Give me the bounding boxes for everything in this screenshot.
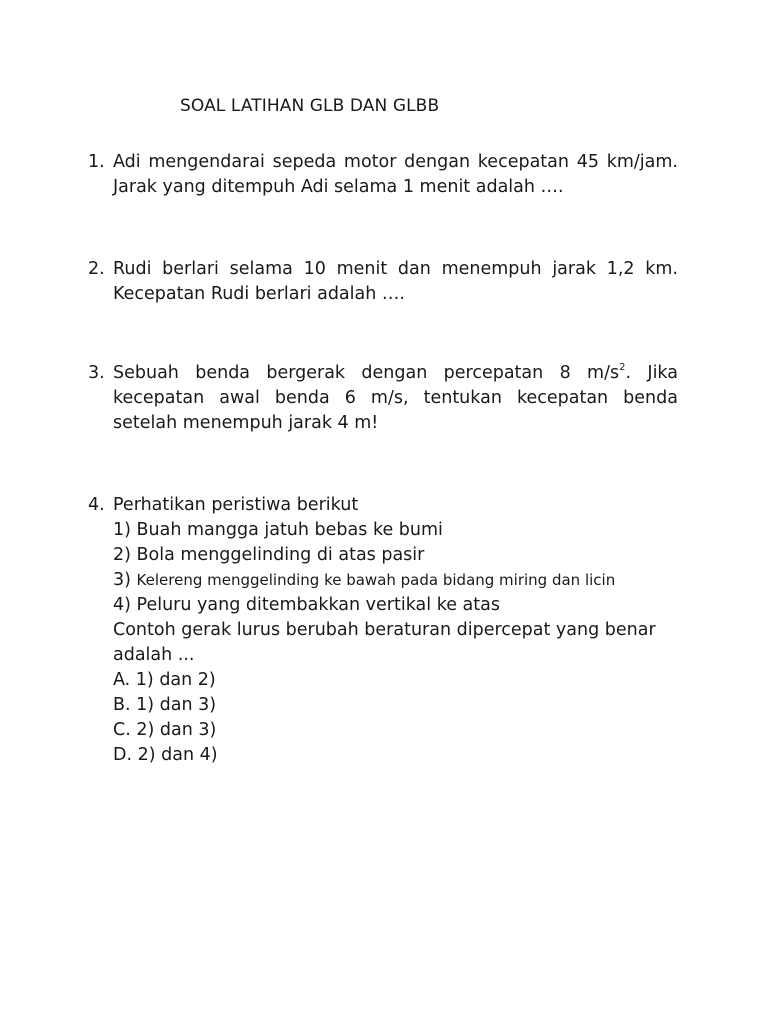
answer-option-b: B. 1) dan 3) bbox=[113, 695, 217, 715]
page-title: SOAL LATIHAN GLB DAN GLBB bbox=[180, 96, 440, 116]
question-text-line: kecepatan awal benda 6 m/s, tentukan kecepatan benda bbox=[113, 388, 678, 408]
question-3 bbox=[88, 361, 678, 436]
question-4 bbox=[88, 493, 678, 768]
question-text-line: Contoh gerak lurus berubah beraturan dipercepat yang benar bbox=[113, 620, 656, 640]
answer-option-a: A. 1) dan 2) bbox=[113, 670, 216, 690]
question-text-line: Jarak yang ditempuh Adi selama 1 menit adalah …. bbox=[113, 177, 564, 197]
superscript: 2 bbox=[619, 362, 626, 374]
event-item bbox=[113, 568, 678, 593]
event-item: 2) Bola menggelinding di atas pasir bbox=[113, 545, 425, 565]
question-text-part: Sebuah benda bergerak dengan percepatan 8 m/s bbox=[113, 363, 620, 383]
event-item: 4) Peluru yang ditembakkan vertikal ke atas bbox=[113, 595, 500, 615]
question-text-line: Kecepatan Rudi berlari adalah …. bbox=[113, 284, 405, 304]
question-text-part: . Jika bbox=[625, 363, 678, 383]
question-text-line: setelah menempuh jarak 4 m! bbox=[113, 413, 379, 433]
question-text-line bbox=[113, 361, 678, 386]
question-number: 4. bbox=[88, 495, 105, 515]
event-item: 1) Buah mangga jatuh bebas ke bumi bbox=[113, 520, 443, 540]
question-text-line: Adi mengendarai sepeda motor dengan kecepatan 45 km/jam. bbox=[113, 152, 678, 172]
answer-option-d: D. 2) dan 4) bbox=[113, 745, 218, 765]
question-2 bbox=[88, 257, 678, 307]
event-text: Kelereng menggelinding ke bawah pada bidang miring dan licin bbox=[136, 571, 616, 589]
question-intro: Perhatikan peristiwa berikut bbox=[113, 495, 359, 515]
event-number: 3) bbox=[113, 570, 131, 590]
question-number: 1. bbox=[88, 152, 105, 172]
answer-option-c: C. 2) dan 3) bbox=[113, 720, 217, 740]
question-text-line: Rudi berlari selama 10 menit dan menempuh jarak 1,2 km. bbox=[113, 259, 678, 279]
question-number: 3. bbox=[88, 363, 105, 383]
question-1 bbox=[88, 150, 678, 200]
question-number: 2. bbox=[88, 259, 105, 279]
question-text-line: adalah ... bbox=[113, 645, 195, 665]
